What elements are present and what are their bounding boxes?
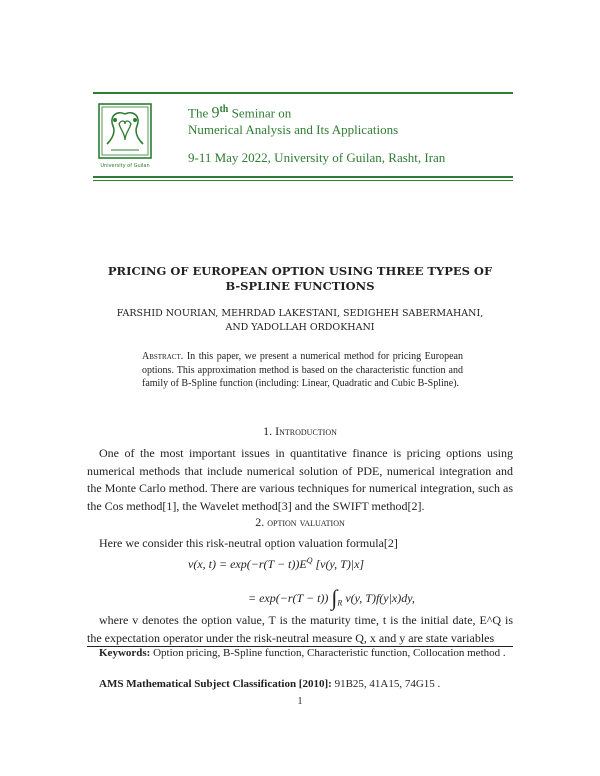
keywords [87,646,513,662]
ams-classification [99,678,513,690]
paper-authors [80,307,520,334]
seminar-date-place: 9-11 May 2022, University of Guilan, Rasht, Iran [188,150,446,165]
ams-text: 91B25, 41A15, 74G15 . [331,678,441,690]
seminar-title [188,104,291,122]
paper-title-line2: B-SPLINE FUNCTIONS [225,279,375,293]
seminar-logo [97,100,153,170]
eq2-tail: v(y, T)f(y|x)dy, [342,591,415,605]
authors-line2: AND YADOLLAH ORDOKHANI [225,321,375,333]
abstract [142,350,463,391]
header-bottom-rule [93,176,513,178]
integral-icon: ∫ [331,585,338,610]
section-2-after: where v denotes the option value, T is the maturity time, t is the initial date, E^Q is the expectation operator under the risk-neutral measure Q, x and y are state variables [87,613,513,645]
eq1-sup: Q [306,556,313,565]
equation-line-1 [188,556,364,572]
paper-title [80,264,520,294]
eq1-rhs: exp(−r(T − t))E [230,557,307,571]
keywords-text: Option pricing, B-Spline function, Characteristic function, Collocation method . [150,647,506,659]
keywords-label: Keywords: [99,647,151,659]
seminar-title-pre: The [188,105,212,121]
equation-line-2 [248,582,415,608]
seminar-title-post: Seminar on [228,105,292,121]
eq1-tail: [v(y, T)|x] [312,557,365,571]
header-bottom-rule-thin [93,180,513,181]
paper-title-line1: PRICING OF EUROPEAN OPTION USING THREE TYPES OF [107,264,493,278]
authors-line1: FARSHID NOURIAN, MEHRDAD LAKESTANI, SEDIGHEH SABERMAHANI, [116,308,484,319]
seminar-logo-icon [97,100,153,170]
page-number: 1 [297,696,303,707]
abstract-text: In this paper, we present a numerical method for pricing European options. This approximation method is based on the characteristic function and family of B-Spline function (including: Linear, Quadratic and Cubic B-Spline). [142,351,463,389]
seminar-number-suffix: th [219,104,229,115]
eq1-lhs: v(x, t) = [188,557,231,571]
seminar-subtitle: Numerical Analysis and Its Applications [188,122,399,137]
header-top-rule [93,92,513,94]
eq2-rhs: = exp(−r(T − t)) [248,591,329,605]
section-2-heading: 2. option valuation [255,515,345,529]
seminar-number: 9 [211,104,220,122]
ams-label: AMS Mathematical Subject Classification [2010]: [99,678,332,690]
section-2-intro: Here we consider this risk-neutral option valuation formula[2] [99,536,398,550]
eq2-sub: R [337,598,343,608]
abstract-label: Abstract. [142,351,184,362]
section-1-text: One of the most important issues in quantitative finance is pricing options using numerical methods that include numerical solution of PDE, numerical integration and the Monte Carlo method. There are various techniques for numerical integration, such as the Cos method[1], the Wavelet method[3] and the SWIFT method[2]. [87,446,513,513]
logo-caption: University of Guilan [100,163,150,169]
section-1-heading: 1. Introduction [263,424,337,438]
